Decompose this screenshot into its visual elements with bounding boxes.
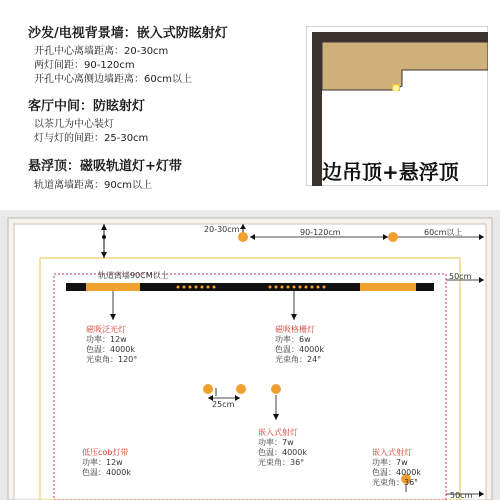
spec-downlight-center-temp: 色温：4000k (258, 448, 307, 457)
dim-label-50-top: 50cm (449, 272, 472, 281)
section3-line-1: 轨道离墙距离：90cm以上 (34, 180, 152, 191)
spec-cob-strip (82, 448, 131, 478)
section1-line-3: 开孔中心离侧边墙距离：60cm以上 (34, 74, 192, 85)
dim-label-20-30: 20-30cm (204, 225, 240, 234)
spec-downlight-right-temp: 色温：4000k (372, 468, 421, 477)
section2-line-2: 灯与灯的间距：25-30cm (34, 133, 149, 144)
track-distance-label: 轨道离墙90CM以上 (98, 271, 169, 280)
spec-downlight-center-angle: 光束角：36° (258, 458, 305, 467)
dim-label-90-120: 90-120cm (300, 228, 341, 237)
section2-title: 客厅中间：防眩射灯 (28, 99, 146, 114)
spec-cob-strip-power: 功率：12w (82, 458, 123, 467)
downlight-center-2 (236, 384, 246, 394)
spec-grille-light-power: 功率：6w (275, 335, 311, 344)
track-flood-light-right (360, 283, 416, 291)
spec-cob-strip-temp: 色温：4000k (82, 468, 131, 477)
spec-flood-light (86, 325, 137, 365)
downlight-wall-1 (238, 232, 248, 242)
section1-title: 沙发/电视背景墙：嵌入式防眩射灯 (28, 26, 228, 41)
section2-line-1: 以茶几为中心装灯 (34, 119, 114, 130)
ceiling-slab (312, 32, 488, 42)
light-glow (393, 85, 399, 91)
track-flood-light-left (86, 283, 140, 291)
section1-line-1: 开孔中心离墙距离：20-30cm (34, 46, 169, 57)
ceiling-type-label: 边吊顶+悬浮顶 (322, 160, 459, 184)
spec-grille-light-temp: 色温：4000k (275, 345, 324, 354)
spec-cob-strip-name: 低压cob灯带 (82, 448, 129, 457)
spec-downlight-center-name: 嵌入式射灯 (258, 428, 298, 437)
floor-plan-diagram (0, 210, 500, 500)
spec-flood-light-name: 磁吸泛光灯 (86, 325, 126, 334)
spec-downlight-right-angle: 光束角：36° (372, 478, 419, 487)
spec-downlight-center-power: 功率：7w (258, 438, 294, 447)
dim-label-50-bottom: 50cm (450, 491, 473, 500)
spec-flood-light-angle: 光束角：120° (86, 355, 138, 364)
wall (312, 32, 322, 186)
dim-marker (102, 235, 106, 239)
spec-flood-light-temp: 色温：4000k (86, 345, 135, 354)
spec-downlight-center (258, 428, 307, 468)
downlight-center-1 (203, 384, 213, 394)
downlight-wall-2 (388, 232, 398, 242)
spec-grille-light-angle: 光束角：24° (275, 355, 322, 364)
spec-downlight-right (372, 448, 421, 488)
spec-downlight-right-power: 功率：7w (372, 458, 408, 467)
downlight-center-3 (271, 384, 281, 394)
section1-line-2: 两灯间距：90-120cm (34, 60, 135, 71)
spec-grille-light (275, 325, 324, 365)
spec-flood-light-power: 功率：12w (86, 335, 127, 344)
section3-title: 悬浮顶：磁吸轨道灯+灯带 (28, 159, 182, 174)
dim-label-60: 60cm以上 (424, 228, 463, 237)
spec-grille-light-name: 磁吸格栅灯 (275, 325, 315, 334)
spec-downlight-right-name: 嵌入式射灯 (372, 448, 412, 457)
dim-label-25: 25cm (212, 400, 235, 409)
